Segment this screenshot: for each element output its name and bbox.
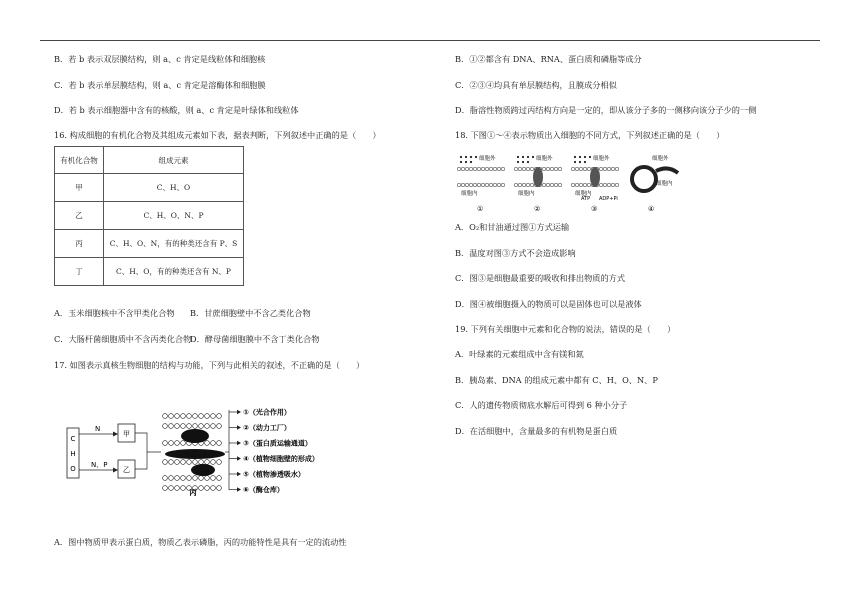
lipid-head [169, 460, 174, 465]
lipid-head [205, 460, 210, 465]
arrow-head [237, 456, 241, 460]
lipid-head [607, 183, 611, 187]
q19-option-b: B．胰岛素、DNA 的组成元素中都有 C、H、O、N、P [455, 375, 658, 385]
lipid-head [611, 167, 615, 171]
lipid-head [217, 486, 222, 491]
lipid-head [558, 167, 562, 171]
molecule-dot [517, 161, 519, 163]
lipid-head [217, 460, 222, 465]
table-header-cell: 组成元素 [104, 147, 244, 174]
table-header-row [55, 147, 244, 174]
arrow-head [237, 472, 241, 476]
question-16: 16. 构成细胞的有机化合物及其组成元素如下表，据表判断，下列叙述中正确的是（ ） [54, 130, 381, 140]
molecule-dot [522, 161, 524, 163]
table-row [55, 230, 244, 258]
lipid-head [175, 441, 180, 446]
transport-figure [455, 151, 685, 215]
arrow-head [237, 487, 241, 491]
right-option-b: B．①②都含有 DNA、RNA、蛋白质和磷脂等成分 [455, 54, 642, 64]
question-18: 18. 下图①～④表示物质出入细胞的不同方式，下列叙述正确的是（ ） [455, 130, 725, 140]
q17-option-a: A．图中物质甲表示蛋白质，物质乙表示磷脂，丙的功能特性是具有一定的流动性 [54, 537, 347, 547]
lipid-head [217, 424, 222, 429]
lipid-head [579, 167, 583, 171]
lipid-head [489, 183, 493, 187]
table-row [55, 174, 244, 202]
molecule-dot [584, 161, 586, 163]
lipid-head [497, 167, 501, 171]
panel-number: ② [534, 205, 541, 213]
protein-shape [181, 429, 209, 443]
label-bing: 丙 [189, 488, 197, 497]
lipid-head [181, 476, 186, 481]
table-cell: C、H、O、N、P [104, 202, 244, 230]
lipid-head [542, 183, 546, 187]
question-19: 19. 下列有关细胞中元素和化合物的说法，错误的是（ ） [455, 324, 676, 334]
lipid-head [489, 167, 493, 171]
molecule-dot [522, 156, 524, 158]
lipid-head [169, 441, 174, 446]
element-o: O [70, 465, 76, 473]
lipid-head [175, 460, 180, 465]
lipid-head [485, 183, 489, 187]
lipid-head [501, 167, 505, 171]
molecule-dot [574, 156, 576, 158]
transport-panel-1 [457, 154, 505, 213]
lipid-head [211, 424, 216, 429]
option-d: D．若 b 表示细胞器中含有的核酸，则 a、c 肯定是叶绿体和线粒体 [54, 105, 299, 115]
element-c: C [70, 435, 76, 443]
outside-label: 细胞外 [479, 156, 496, 162]
molecule-dot [475, 156, 477, 158]
molecule-dot [517, 156, 519, 158]
function-label: ②（动力工厂） [243, 424, 291, 433]
panel-number: ① [477, 205, 484, 213]
lipid-head [554, 183, 558, 187]
table-cell: C、H、O、N，有的种类还含有 P、S [104, 230, 244, 258]
lipid-head [518, 167, 522, 171]
lipid-head [193, 460, 198, 465]
molecule-dot [527, 156, 529, 158]
lipid-head [481, 183, 485, 187]
membrane-bilayer [163, 414, 225, 491]
lipid-head [199, 414, 204, 419]
transport-panel-3 [571, 154, 619, 213]
lipid-head [199, 476, 204, 481]
lipid-head [211, 486, 216, 491]
membrane-curve [656, 168, 678, 173]
lipid-head [461, 167, 465, 171]
molecule-dot [584, 156, 586, 158]
lipid-head [205, 441, 210, 446]
q19-option-c: C．人的遗传物质彻底水解后可得到 6 种小分子 [455, 400, 628, 410]
transport-panel-2 [514, 154, 562, 213]
arrow-head [237, 410, 241, 414]
lipid-head [465, 183, 469, 187]
carrier-protein [590, 167, 600, 187]
lipid-head [542, 167, 546, 171]
lipid-head [550, 167, 554, 171]
outside-label: 细胞外 [652, 156, 669, 162]
lipid-head [169, 476, 174, 481]
q18-option-c: C．图③是细胞最重要的吸收和排出物质的方式 [455, 273, 626, 283]
lipid-head [599, 167, 603, 171]
arrow-head [113, 432, 118, 437]
q16-option-c: C．大肠杆菌细胞质中不含丙类化合物 [54, 334, 192, 344]
outside-label: 细胞外 [593, 156, 610, 162]
vesicle [632, 167, 656, 191]
q19-option-d: D．在活细胞中，含量最多的有机物是蛋白质 [455, 426, 618, 436]
lipid-head [163, 424, 168, 429]
lipid-head [587, 183, 591, 187]
q16-option-a: A．玉米细胞核中不含甲类化合物 [54, 308, 175, 318]
molecule-dot [465, 156, 467, 158]
q18-option-a: A．O₂和甘油通过图①方式运输 [455, 222, 570, 232]
function-label: ⑥（酶仓库） [243, 486, 284, 495]
molecule-dot [470, 156, 472, 158]
molecule-dot [579, 161, 581, 163]
molecule-dot [579, 156, 581, 158]
lipid-head [481, 167, 485, 171]
lipid-head [163, 414, 168, 419]
lipid-head [205, 476, 210, 481]
lipid-head [587, 167, 591, 171]
lipid-head [163, 486, 168, 491]
lipid-head [199, 486, 204, 491]
box-jia-label: 甲 [123, 430, 130, 438]
lipid-head [473, 167, 477, 171]
arrow-head [113, 468, 118, 473]
lipid-head [169, 414, 174, 419]
molecule-dot [470, 161, 472, 163]
lipid-head [477, 167, 481, 171]
lipid-head [461, 183, 465, 187]
adp-label: ADP+Pi [599, 196, 618, 202]
lipid-head [571, 183, 575, 187]
lipid-head [546, 183, 550, 187]
lipid-head [485, 167, 489, 171]
lipid-head [199, 460, 204, 465]
lipid-head [514, 167, 518, 171]
table-cell: C、H、O，有的种类还含有 N、P [104, 258, 244, 286]
inside-label: 细胞内 [575, 191, 592, 197]
lipid-head [571, 167, 575, 171]
lipid-head [603, 183, 607, 187]
function-label: ⑤（植物渗透吸水） [243, 470, 305, 479]
arrow-head [237, 425, 241, 429]
lipid-head [205, 414, 210, 419]
lipid-head [187, 476, 192, 481]
lipid-head [217, 441, 222, 446]
lipid-head [599, 183, 603, 187]
lipid-head [175, 414, 180, 419]
table-row [55, 202, 244, 230]
lipid-head [550, 183, 554, 187]
compound-table [54, 146, 244, 286]
q18-option-b: B．温度对图③方式不会造成影响 [455, 248, 576, 258]
lipid-head [175, 424, 180, 429]
lipid-head [175, 476, 180, 481]
lipid-head [181, 424, 186, 429]
lipid-head [575, 167, 579, 171]
inside-label: 细胞内 [461, 191, 478, 197]
lipid-head [175, 486, 180, 491]
table-cell: 丁 [55, 258, 104, 286]
arrow-n-label: N [95, 425, 101, 433]
table-cell: C、H、O [104, 174, 244, 202]
question-17: 17. 如图表示真核生物细胞的结构与功能，下列与此相关的叙述，不正确的是（ ） [54, 360, 365, 370]
lipid-head [211, 476, 216, 481]
lipid-head [217, 414, 222, 419]
lipid-head [526, 183, 530, 187]
arrow-head [237, 441, 241, 445]
lipid-head [607, 167, 611, 171]
lipid-head [615, 167, 619, 171]
lipid-head [181, 414, 186, 419]
right-option-d: D．脂溶性物质跨过丙结构方向是一定的，即从该分子多的一侧移向该分子少的一侧 [455, 105, 757, 115]
protein-shape [165, 449, 225, 459]
lipid-head [583, 167, 587, 171]
lipid-head [518, 183, 522, 187]
lipid-head [193, 414, 198, 419]
table-cell: 丙 [55, 230, 104, 258]
lipid-head [579, 183, 583, 187]
transport-panel-4 [632, 154, 678, 213]
lipid-head [187, 424, 192, 429]
lipid-head [181, 441, 186, 446]
q18-option-d: D．图④被细胞摄入的物质可以是固体也可以是液体 [455, 299, 642, 309]
lipid-head [522, 183, 526, 187]
lipid-head [465, 167, 469, 171]
molecule-dot [460, 161, 462, 163]
inside-label: 细胞内 [656, 181, 673, 187]
lipid-head [163, 476, 168, 481]
panel-number: ④ [648, 205, 655, 213]
table-row [55, 258, 244, 286]
element-h: H [70, 450, 76, 458]
lipid-head [575, 183, 579, 187]
molecule-dot [589, 156, 591, 158]
lipid-head [211, 460, 216, 465]
right-option-c: C．②③④均具有单层膜结构，且膜成分相似 [455, 80, 617, 90]
lipid-head [611, 183, 615, 187]
function-label: ①（光合作用） [243, 408, 291, 417]
function-list [229, 408, 319, 495]
lipid-head [526, 167, 530, 171]
lipid-head [217, 476, 222, 481]
lipid-head [473, 183, 477, 187]
table-cell: 甲 [55, 174, 104, 202]
lipid-head [181, 486, 186, 491]
atp-label: ATP [581, 196, 591, 202]
lipid-head [457, 167, 461, 171]
panel-number: ③ [591, 205, 598, 213]
option-b: B．若 b 表示双层膜结构，则 a、c 肯定是线粒体和细胞核 [54, 54, 266, 64]
lipid-head [181, 460, 186, 465]
table-header-cell: 有机化合物 [55, 147, 104, 174]
carrier-protein [533, 167, 543, 187]
molecule-dot [574, 161, 576, 163]
lipid-head [169, 424, 174, 429]
lipid-head [514, 183, 518, 187]
cell-structure-figure [65, 402, 355, 502]
lipid-head [211, 441, 216, 446]
lipid-head [163, 441, 168, 446]
option-c: C．若 b 表示单层膜结构，则 a、c 肯定是溶酶体和细胞膜 [54, 80, 266, 90]
lipid-head [530, 183, 534, 187]
lipid-head [493, 167, 497, 171]
lipid-head [199, 424, 204, 429]
lipid-head [501, 183, 505, 187]
function-label: ③（蛋白质运输通道） [243, 439, 312, 448]
q16-option-b: B．甘蔗细胞壁中不含乙类化合物 [190, 308, 311, 318]
molecule-dot [527, 161, 529, 163]
protein-shape [191, 464, 215, 476]
lipid-head [469, 167, 473, 171]
lipid-head [546, 167, 550, 171]
lipid-head [187, 414, 192, 419]
q16-option-d: D．酵母菌细胞膜中不含丁类化合物 [190, 334, 320, 344]
lipid-head [193, 476, 198, 481]
lipid-head [477, 183, 481, 187]
table-cell: 乙 [55, 202, 104, 230]
lipid-head [457, 183, 461, 187]
lipid-head [211, 414, 216, 419]
molecule-dot [465, 161, 467, 163]
lipid-head [530, 167, 534, 171]
lipid-head [493, 183, 497, 187]
lipid-head [469, 183, 473, 187]
lipid-head [615, 183, 619, 187]
q19-option-a: A．叶绿素的元素组成中含有镁和氮 [455, 349, 584, 359]
molecule-dot [460, 156, 462, 158]
molecule-dot [532, 156, 534, 158]
box-yi-label: 乙 [123, 466, 130, 474]
lipid-head [193, 424, 198, 429]
lipid-head [522, 167, 526, 171]
lipid-head [205, 486, 210, 491]
lipid-head [187, 460, 192, 465]
function-label: ④（植物细胞壁的形成） [243, 455, 319, 464]
lipid-head [554, 167, 558, 171]
lipid-head [169, 486, 174, 491]
lipid-head [603, 167, 607, 171]
lipid-head [163, 460, 168, 465]
outside-label: 细胞外 [536, 156, 553, 162]
header-rule [40, 40, 820, 41]
lipid-head [583, 183, 587, 187]
arrow-np-label: N、P [91, 461, 108, 469]
inside-label: 细胞内 [518, 191, 535, 197]
lipid-head [497, 183, 501, 187]
lipid-head [558, 183, 562, 187]
lipid-head [205, 424, 210, 429]
